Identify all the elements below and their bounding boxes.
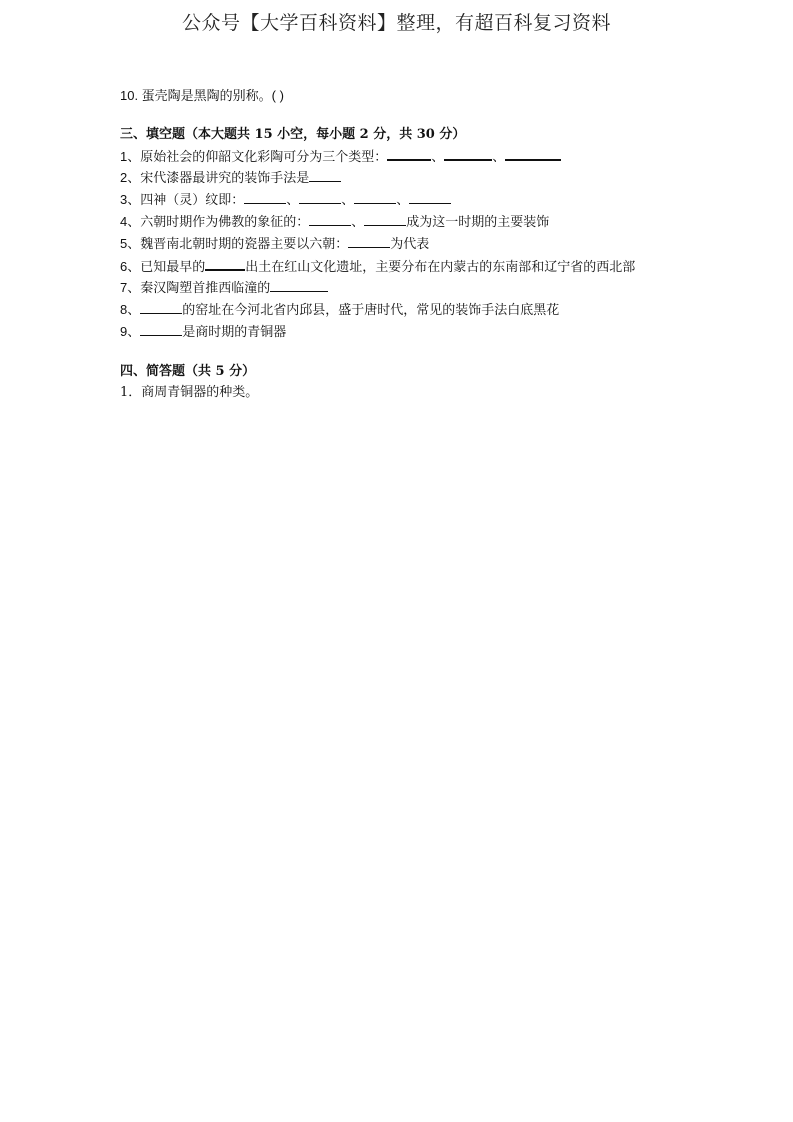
item-text: 四神（灵）纹即：: [140, 193, 245, 209]
item-number: 3、: [120, 192, 141, 208]
answer-blank[interactable]: [354, 190, 396, 204]
section-4-heading: 四、简答题（共 5 分）: [120, 363, 256, 379]
answer-blank[interactable]: [364, 212, 406, 226]
item-text: 、: [341, 193, 355, 209]
item-text: 成为这一时期的主要装饰: [406, 214, 550, 230]
page-header: 公众号【大学百科资料】整理，有超百科复习资料: [181, 12, 611, 34]
answer-blank[interactable]: [348, 234, 390, 248]
fill-item-6: [120, 256, 720, 279]
fill-item-7: [120, 278, 720, 300]
answer-blank[interactable]: [505, 146, 561, 161]
item-number: 7、: [120, 280, 141, 296]
answer-blank[interactable]: [309, 212, 351, 226]
section-3-heading: 三、填空题（本大题共 15 小空，每小题 2 分，共 30 分）: [120, 126, 466, 142]
item-text: 、: [396, 193, 410, 209]
exam-content: [120, 86, 720, 403]
item-number: 1、: [120, 148, 141, 164]
item-text: 宋代漆器最讲究的装饰手法是: [140, 171, 310, 187]
item-number: 4、: [120, 213, 141, 229]
item-number: 6、: [120, 258, 141, 274]
item-text: 的窑址在今河北省内邱县，盛于唐时代，常见的装饰手法白底黑花: [182, 303, 560, 319]
fill-item-5: [120, 234, 720, 256]
item-text: 、: [351, 214, 365, 230]
fill-item-9: [120, 322, 720, 344]
answer-blank[interactable]: [140, 300, 182, 314]
item-text: 魏晋南北朝时期的瓷器主要以六朝：: [140, 236, 349, 252]
answer-blank[interactable]: [140, 322, 182, 336]
answer-blank[interactable]: [444, 146, 492, 161]
item-number: 8、: [120, 302, 141, 318]
fill-item-4: [120, 212, 720, 234]
answer-blank[interactable]: [205, 256, 245, 271]
item-text: 为代表: [390, 236, 430, 252]
item-text: 、: [431, 149, 445, 165]
answer-blank[interactable]: [299, 190, 341, 204]
item-text: 原始社会的仰韶文化彩陶可分为三个类型：: [140, 149, 388, 165]
answer-blank[interactable]: [244, 190, 286, 204]
item-text: 已知最早的: [140, 259, 206, 275]
fill-item-3: [120, 190, 720, 212]
item-text: 是商时期的青铜器: [182, 324, 287, 340]
fill-item-2: [120, 168, 720, 190]
item-text: 、: [286, 193, 300, 209]
answer-blank[interactable]: [270, 278, 328, 292]
item-number: 9、: [120, 323, 141, 339]
item-number: 5、: [120, 235, 141, 251]
question-10: 10. 蛋壳陶是黑陶的别称。( ): [120, 88, 284, 103]
answer-blank[interactable]: [387, 146, 431, 161]
fill-item-8: [120, 300, 720, 322]
item-text: 六朝时期作为佛教的象征的：: [140, 214, 310, 230]
answer-blank[interactable]: [309, 168, 341, 182]
answer-blank[interactable]: [409, 190, 451, 204]
item-number: 2、: [120, 170, 141, 186]
item-text: 秦汉陶塑首推西临潼的: [140, 281, 271, 297]
short-answer-item-1: 1．商周青铜器的种类。: [120, 384, 259, 400]
item-text: 出土在红山文化遗址，主要分布在内蒙古的东南部和辽宁省的西北部: [245, 259, 636, 275]
item-text: 、: [492, 149, 506, 165]
fill-item-1: [120, 146, 720, 169]
